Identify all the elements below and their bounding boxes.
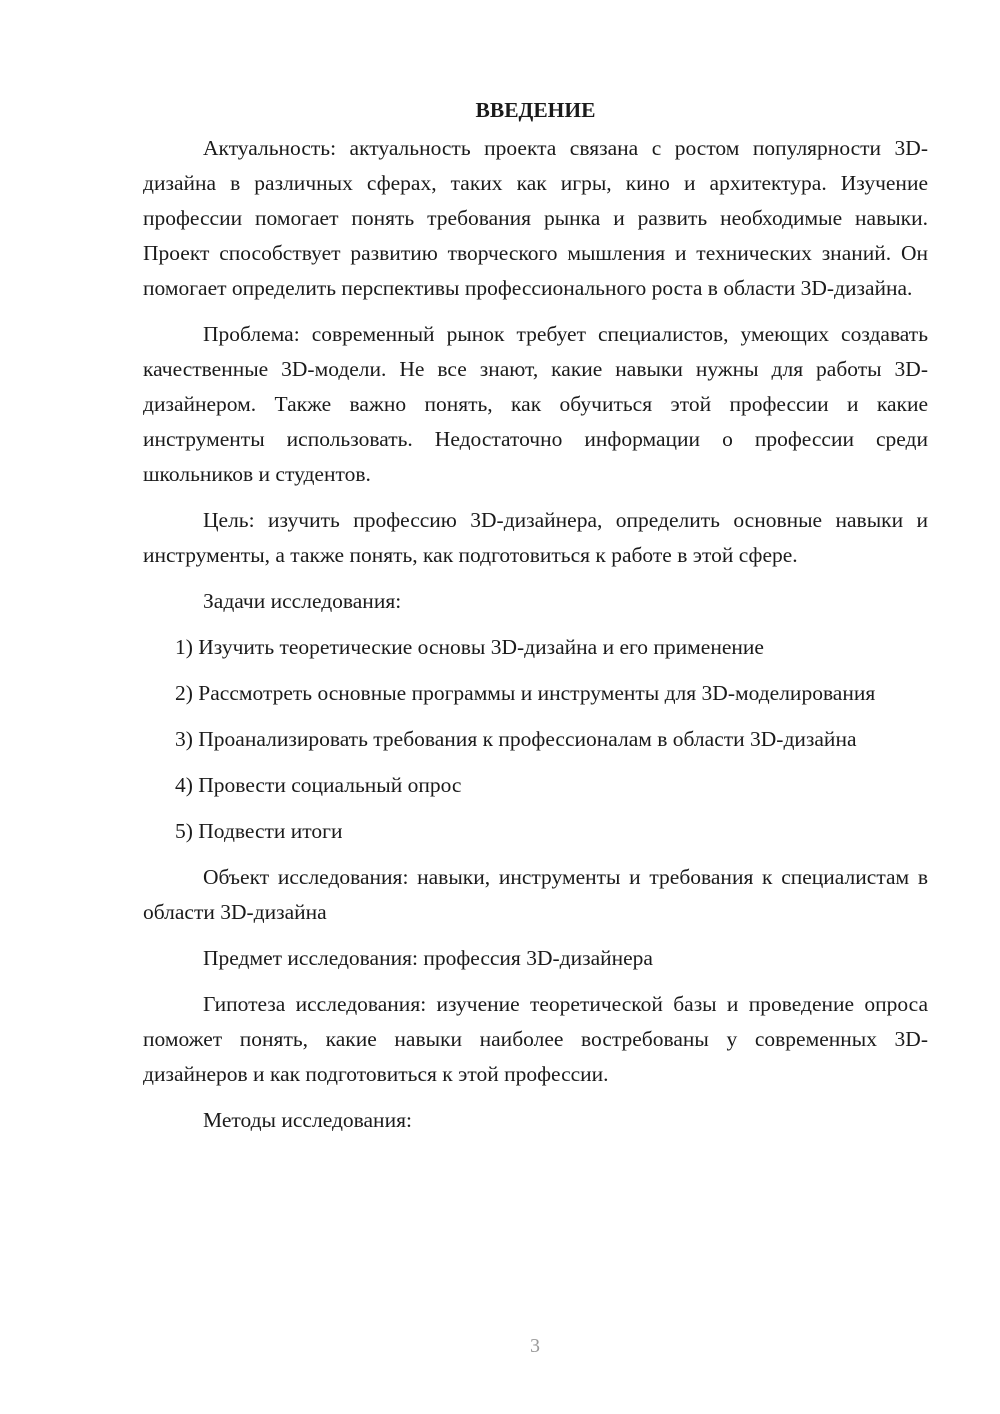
task-item: 4) Провести социальный опрос: [175, 773, 462, 797]
section-heading: ВВЕДЕНИЕ: [475, 98, 596, 122]
document-page: [143, 92, 928, 1149]
page-number: 3: [530, 1335, 540, 1357]
task-item: 2) Рассмотреть основные программы и инструменты для 3D-моделирования: [175, 681, 876, 705]
hypothesis-paragraph: Гипотеза исследования: изучение теоретической базы и проведение опроса поможет понять, какие навыки наиболее востребованы у современных 3D-дизайнеров и как подготовиться к этой профессии.: [143, 992, 928, 1086]
task-item: 5) Подвести итоги: [175, 819, 343, 843]
relevance-paragraph: Актуальность: актуальность проекта связана с ростом популярности 3D-дизайна в различных сферах, таких как игры, кино и архитектура. Изучение профессии помогает понять требования рынка и развить необходимые навыки. Проект способствует развитию творческого мышления и технических знаний. Он помогает определить перспективы профессионального роста в области 3D-дизайна.: [143, 136, 928, 300]
task-item: 1) Изучить теоретические основы 3D-дизайна и его применение: [175, 635, 764, 659]
problem-paragraph: Проблема: современный рынок требует специалистов, умеющих создавать качественные 3D-модели. Не все знают, какие навыки нужны для работы 3D-дизайнером. Также важно понять, как обучиться этой профессии и какие инструменты использовать. Недостаточно информации о профессии среди школьников и студентов.: [143, 322, 928, 486]
tasks-title: Задачи исследования:: [203, 589, 402, 613]
task-item: 3) Проанализировать требования к профессионалам в области 3D-дизайна: [175, 727, 857, 751]
methods-paragraph: Методы исследования:: [203, 1108, 412, 1132]
object-paragraph: Объект исследования: навыки, инструменты и требования к специалистам в области 3D-дизайна: [143, 865, 928, 924]
subject-paragraph: Предмет исследования: профессия 3D-дизайнера: [203, 946, 653, 970]
goal-paragraph: Цель: изучить профессию 3D-дизайнера, определить основные навыки и инструменты, а также понять, как подготовиться к работе в этой сфере.: [143, 508, 928, 567]
